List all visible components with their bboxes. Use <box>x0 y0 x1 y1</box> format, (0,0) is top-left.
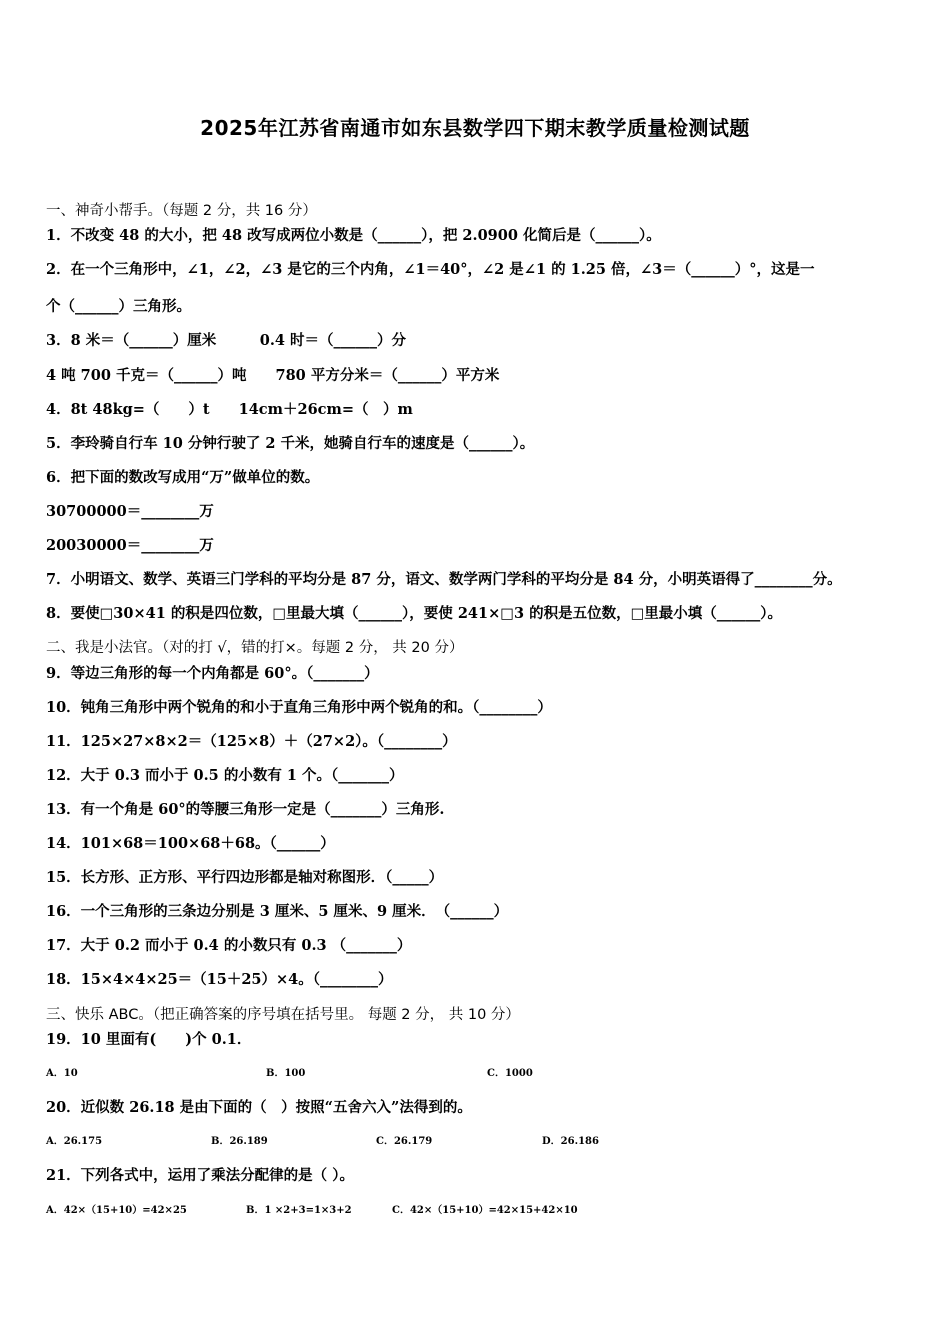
option-a: A．26.175 <box>46 1136 103 1147</box>
option-c: C．1000 <box>487 1068 533 1079</box>
question-19: 19．10 里面有( )个 0.1． <box>46 1031 252 1048</box>
question-7: 7．小明语文、数学、英语三门学科的平均分是 87 分，语文、数学两门学科的平均分是 84 分，小明英语得了________分。 <box>46 571 842 588</box>
question-2-line-1: 2．在一个三角形中，∠1，∠2，∠3 是它的三个内角，∠1＝40°，∠2 是∠1 的 1.25 倍，∠3＝（______）°，这是一 <box>46 261 815 278</box>
question-18: 18．15×4×4×25＝（15＋25）×4。（________） <box>46 971 393 988</box>
question-1: 1．不改变 48 的大小，把 48 改写成两位小数是（______），把 2.0900 化简后是（______）。 <box>46 227 661 244</box>
question-10: 10．钝角三角形中两个锐角的和小于直角三角形中两个锐角的和。（________） <box>46 699 552 716</box>
question-20: 20．近似数 26.18 是由下面的（ ）按照“五舍六入”法得到的。 <box>46 1099 472 1116</box>
question-5: 5．李玲骑自行车 10 分钟行驶了 2 千米，她骑自行车的速度是（______）。 <box>46 435 535 452</box>
question-15: 15．长方形、正方形、平行四边形都是轴对称图形．（_____） <box>46 869 444 886</box>
question-9: 9．等边三角形的每一个内角都是 60°。（_______） <box>46 665 379 682</box>
question-6-item-b: 20030000＝________万 <box>46 537 214 554</box>
question-21: 21．下列各式中，运用了乘法分配律的是（ ）。 <box>46 1167 354 1184</box>
question-8: 8．要使□30×41 的积是四位数，□里最大填（______），要使 241×□3 的积是五位数，□里最小填（______）。 <box>46 605 783 622</box>
question-16: 16．一个三角形的三条边分别是 3 厘米、5 厘米、9 厘米． （______） <box>46 903 509 920</box>
option-b: B．1 ×2+3=1×3+2 <box>246 1205 352 1216</box>
option-b: B．100 <box>266 1068 306 1079</box>
page-title: 2025年江苏省南通市如东县数学四下期末教学质量检测试题 <box>200 116 750 140</box>
option-d: D．26.186 <box>542 1136 599 1147</box>
question-12: 12．大于 0.3 而小于 0.5 的小数有 1 个。（_______） <box>46 767 404 784</box>
option-c: C．26.179 <box>376 1136 433 1147</box>
question-4: 4．8t 48kg=（ ）t 14cm＋26cm=（ ）m <box>46 401 413 418</box>
question-17: 17．大于 0.2 而小于 0.4 的小数只有 0.3 （_______） <box>46 937 412 954</box>
option-b: B．26.189 <box>211 1136 268 1147</box>
section-2-heading: 二、我是小法官。（对的打 √，错的打×。每题 2 分， 共 20 分） <box>46 640 464 656</box>
question-2-line-2: 个（______）三角形。 <box>46 298 191 315</box>
question-6: 6．把下面的数改写成用“万”做单位的数。 <box>46 469 320 486</box>
question-6-item-a: 30700000＝________万 <box>46 503 214 520</box>
section-1-heading: 一、神奇小帮手。（每题 2 分，共 16 分） <box>46 203 317 219</box>
section-3-heading: 三、快乐 ABC。（把正确答案的序号填在括号里。 每题 2 分， 共 10 分） <box>46 1007 520 1023</box>
option-a: A．42×（15+10）=42×25 <box>46 1205 187 1216</box>
question-13: 13．有一个角是 60°的等腰三角形一定是（_______）三角形. <box>46 801 445 818</box>
option-a: A．10 <box>46 1068 78 1079</box>
question-3-line-2: 4 吨 700 千克＝（______）吨 780 平方分米＝（______）平方米 <box>46 367 500 384</box>
option-c: C．42×（15+10）=42×15+42×10 <box>392 1205 578 1216</box>
question-11: 11．125×27×8×2＝（125×8）＋（27×2）。（________） <box>46 733 457 750</box>
question-3-line-1: 3．8 米＝（______）厘米 0.4 时＝（______）分 <box>46 332 406 349</box>
question-14: 14．101×68＝100×68＋68。（______） <box>46 835 335 852</box>
